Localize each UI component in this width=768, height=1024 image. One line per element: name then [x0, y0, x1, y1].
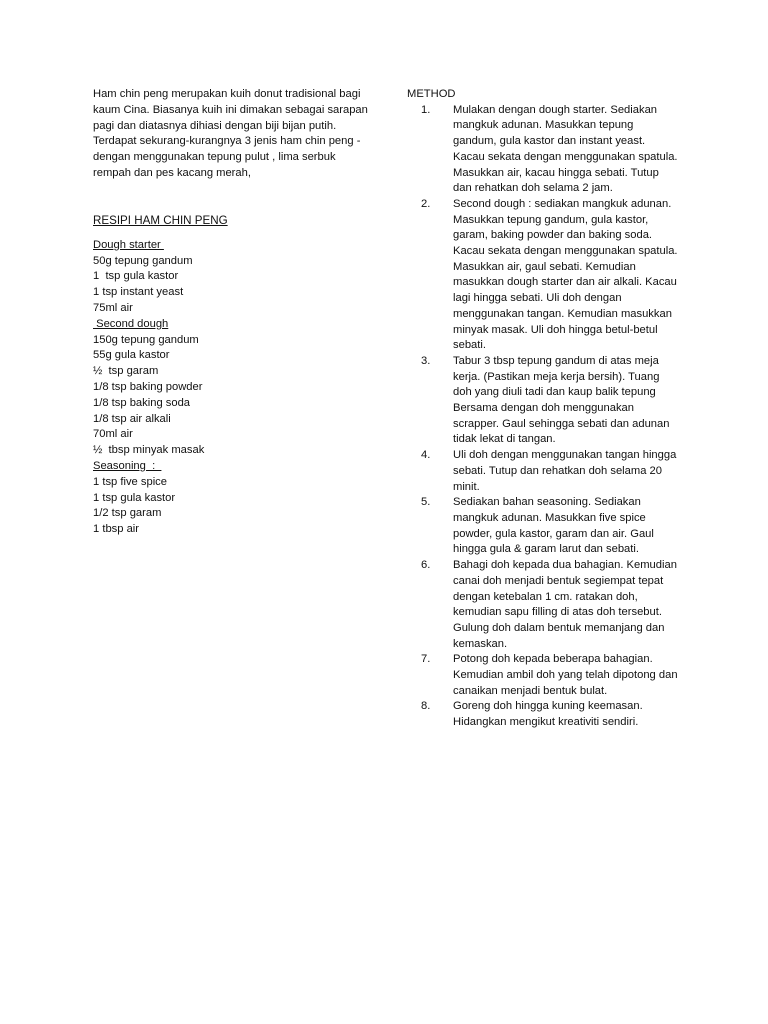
ingredient-section-heading: Second dough — [93, 317, 169, 330]
method-step — [407, 448, 679, 495]
method-step — [407, 103, 679, 197]
ingredient-line: 75ml air — [93, 301, 133, 314]
ingredient-line: 1 tsp gula kastor — [93, 270, 179, 283]
ingredient-line: 1/8 tsp baking powder — [93, 380, 203, 393]
ingredient-line: 1/2 tsp garam — [93, 507, 162, 520]
step-number: 2. — [421, 197, 431, 210]
method-steps — [407, 103, 679, 731]
step-text: Bahagi doh kepada dua bahagian. Kemudian canai doh menjadi bentuk segiempat tepat dengan ketebalan 1 cm. ratakan doh, kemudian sapu filling di atas doh tersebut. Gulung doh dalam bentuk memanjang dan kemaskan. — [453, 559, 677, 650]
ingredient-line: 1 tsp five spice — [93, 475, 167, 488]
method-step — [407, 558, 679, 652]
ingredient-section-heading: Seasoning : — [93, 459, 162, 472]
step-text: Tabur 3 tbsp tepung gandum di atas meja kerja. (Pastikan meja kerja bersih). Tuang doh yang diuli tadi dan kaup balik tepung Bersama dengan doh menggunakan scrapper. Gaul sehingga sebati dan adunan tidak lekat di tangan. — [453, 354, 670, 446]
method-step — [407, 699, 679, 730]
method-step — [407, 354, 679, 448]
step-number: 7. — [421, 653, 431, 666]
method-step — [407, 197, 679, 354]
ingredient-line: 1 tsp gula kastor — [93, 491, 176, 504]
ingredient-line: 150g tepung gandum — [93, 333, 199, 346]
ingredient-list — [93, 238, 373, 538]
step-number: 1. — [421, 103, 431, 116]
ingredient-line: 55g gula kastor — [93, 349, 170, 362]
method-step — [407, 652, 679, 699]
ingredient-line: 1/8 tsp baking soda — [93, 396, 191, 409]
step-text: Uli doh dengan menggunakan tangan hingga sebati. Tutup dan rehatkan doh selama 20 minit. — [453, 449, 677, 493]
ingredient-line: 1/8 tsp air alkali — [93, 412, 171, 425]
step-number: 4. — [421, 449, 431, 462]
step-number: 3. — [421, 354, 431, 367]
step-text: Potong doh kepada beberapa bahagian. Kemudian ambil doh yang telah dipotong dan canaikan menjadi bentuk bulat. — [453, 653, 678, 697]
recipe-title: RESIPI HAM CHIN PENG — [93, 213, 228, 227]
ingredient-line: 50g tepung gandum — [93, 254, 193, 267]
intro-paragraph: Ham chin peng merupakan kuih donut tradisional bagi kaum Cina. Biasanya kuih ini dimakan sebagai sarapan pagi dan diatasnya dihiasi dengan biji bijan putih. Terdapat sekurang-kurangnya 3 jenis ham chin peng - dengan menggunakan tepung pulut , lima serbuk rempah dan pes kacang merah, — [93, 88, 368, 179]
ingredient-line: 1 tsp instant yeast — [93, 286, 184, 299]
method-step — [407, 495, 679, 558]
ingredient-line: 70ml air — [93, 428, 133, 441]
step-text: Mulakan dengan dough starter. Sediakan mangkuk adunan. Masukkan tepung gandum, gula kastor dan instant yeast. Kacau sekata dengan menggunakan spatula. Masukkan air, kacau hingga sebati. Tutup dan rehatkan doh selama 2 jam. — [453, 103, 678, 195]
ingredient-line: 1 tbsp air — [93, 523, 140, 536]
step-text: Second dough : sediakan mangkuk adunan. Masukkan tepung gandum, gula kastor, garam, baking powder dan baking soda. Kacau sekata dengan menggunakan spatula. Masukkan air, gaul sebati. Kemudian masukkan dough starter dan air alkali. Kacau lagi hingga sebati. Uli doh dengan menggunakan tangan. Kemudian masukkan minyak masak. Uli doh hingga betul-betul sebati. — [453, 197, 678, 352]
step-number: 8. — [421, 700, 431, 713]
method-heading: METHOD — [407, 88, 456, 100]
step-text: Sediakan bahan seasoning. Sediakan mangkuk adunan. Masukkan five spice powder, gula kastor, garam dan air. Gaul hingga gula & garam larut dan sebati. — [453, 496, 654, 556]
step-number: 6. — [421, 559, 431, 572]
ingredient-section-heading: Dough starter — [93, 238, 164, 251]
ingredient-line: ½ tsp garam — [93, 365, 159, 378]
step-text: Goreng doh hingga kuning keemasan. Hidangkan mengikut kreativiti sendiri. — [453, 700, 643, 729]
step-number: 5. — [421, 496, 431, 509]
ingredient-line: ½ tbsp minyak masak — [93, 444, 205, 457]
right-column — [407, 87, 679, 731]
left-column — [93, 87, 373, 538]
